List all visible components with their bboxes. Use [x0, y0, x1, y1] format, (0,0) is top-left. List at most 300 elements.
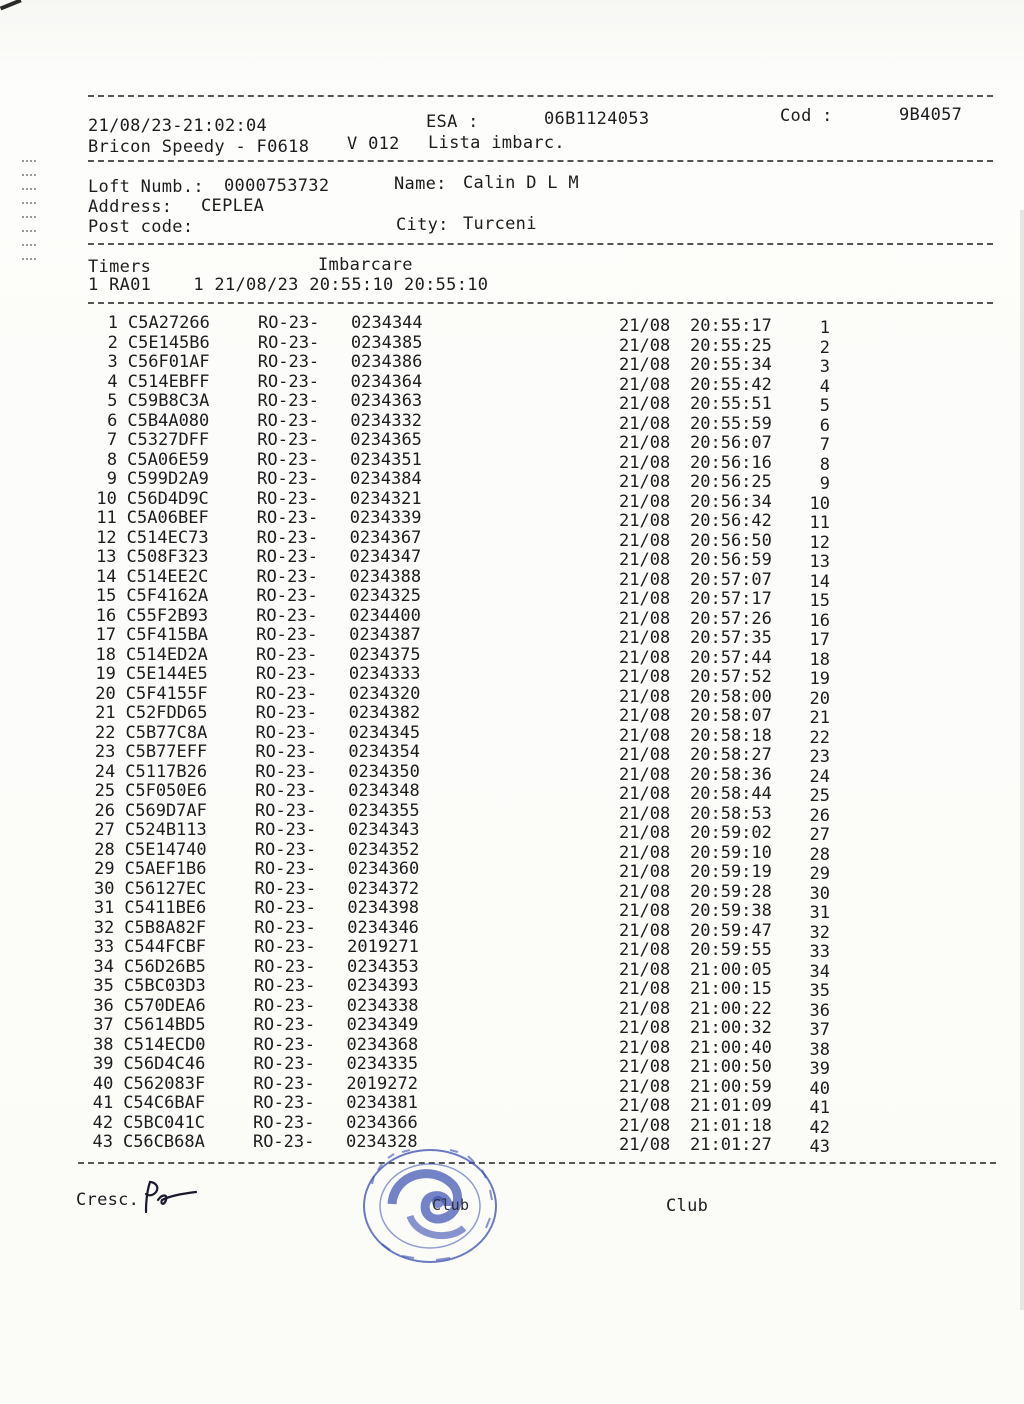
ring-prefix: RO-23-: [254, 839, 317, 860]
ring-prefix: RO-23-: [255, 722, 317, 743]
chip-code: C56127EC: [124, 878, 207, 899]
entry-time: 20:59:28: [690, 881, 772, 902]
row-index: 7: [107, 430, 118, 450]
table-row: [0, 332, 1024, 358]
entry-date: 21/08: [619, 667, 671, 687]
row-index: 15: [95, 586, 117, 606]
row-index: 21: [95, 703, 116, 723]
ring-number: 0234339: [349, 508, 422, 528]
entry-date: 21/08: [619, 920, 671, 941]
entry-rank: 32: [809, 922, 830, 943]
ring-number: 0234367: [349, 527, 422, 548]
print-datetime: 21/08/23-21:02:04: [88, 116, 268, 136]
entry-date: 21/08: [619, 725, 671, 746]
entry-time: 20:58:36: [690, 764, 772, 785]
table-row: [0, 1015, 1024, 1040]
chip-code: C5A27266: [128, 313, 210, 333]
ring-prefix: RO-23-: [257, 391, 319, 411]
entry-date: 21/08: [619, 979, 671, 999]
table-row: [0, 1073, 1024, 1099]
city-label: City:: [396, 215, 449, 235]
ring-number: 0234400: [349, 605, 421, 626]
chip-code: C514ED2A: [125, 644, 208, 665]
ring-number: 0234345: [348, 722, 421, 743]
ring-number: 0234372: [347, 878, 420, 899]
loft-number-value: 0000753732: [224, 176, 330, 196]
ring-number: 0234375: [348, 644, 421, 665]
club-stamp: [352, 1144, 512, 1288]
ring-prefix: RO-23-: [254, 937, 316, 957]
table-row: [0, 937, 1024, 962]
ring-number: 0234355: [348, 800, 420, 821]
entry-rank: 33: [809, 942, 830, 962]
ring-number: 0234385: [350, 332, 423, 353]
entry-date: 21/08: [619, 608, 671, 629]
entry-rank: 41: [809, 1098, 830, 1118]
chip-code: C5F4155F: [125, 683, 208, 704]
entry-rank: 20: [809, 688, 830, 709]
table-row: [0, 508, 1024, 533]
table-row: [0, 917, 1024, 943]
entry-time: 21:00:22: [690, 998, 772, 1019]
table-row: [0, 644, 1024, 670]
entry-time: 20:55:34: [690, 355, 772, 375]
entry-time: 21:00:15: [690, 979, 772, 999]
chip-code: C56F01AF: [127, 352, 210, 372]
esa-label: ESA :: [426, 112, 479, 132]
loft-number-label: Loft Numb.:: [88, 177, 204, 197]
entry-time: 20:59:47: [690, 920, 772, 941]
row-index: 24: [94, 761, 116, 782]
table-row: [0, 995, 1024, 1021]
device-name: Bricon Speedy - F0618: [88, 137, 310, 157]
entry-rank: 24: [809, 766, 830, 787]
row-index: 25: [94, 781, 116, 801]
ring-number: 0234347: [349, 547, 422, 567]
ring-prefix: RO-23-: [256, 625, 318, 645]
entry-date: 21/08: [619, 511, 671, 531]
entry-time: 20:56:42: [690, 511, 772, 531]
ring-number: 0234346: [347, 917, 419, 938]
entry-date: 21/08: [619, 686, 671, 707]
entry-time: 20:59:02: [690, 823, 772, 843]
ring-number: 0234349: [346, 1015, 419, 1035]
table-row: [0, 410, 1024, 436]
entry-date: 21/08: [619, 764, 671, 785]
entry-time: 21:01:18: [690, 1115, 772, 1136]
chip-code: C59B8C3A: [127, 391, 210, 411]
table-row: [0, 469, 1024, 494]
club-label: Club: [666, 1196, 709, 1216]
table-row: [0, 527, 1024, 553]
ring-prefix: RO-23-: [254, 859, 317, 879]
row-index: 37: [93, 1015, 114, 1035]
entry-date: 21/08: [619, 823, 671, 843]
entry-time: 20:58:53: [690, 803, 772, 824]
row-index: 16: [95, 605, 117, 626]
entry-date: 21/08: [619, 881, 671, 902]
row-index: 27: [94, 820, 115, 840]
entry-date: 21/08: [619, 784, 671, 804]
chip-code: C52FDD65: [125, 703, 208, 723]
timer-line: 1 RA01 1 21/08/23 20:55:10 20:55:10: [88, 275, 489, 295]
chip-code: C599D2A9: [127, 469, 209, 489]
separator-timers: [88, 302, 993, 304]
ring-number: 0234382: [348, 703, 421, 723]
entry-rank: 13: [809, 552, 830, 572]
row-index: 10: [96, 488, 117, 509]
row-index: 26: [94, 800, 115, 821]
entry-rank: 9: [819, 474, 830, 494]
entry-rank: 7: [819, 435, 830, 455]
ring-number: 0234360: [347, 859, 420, 879]
entry-date: 21/08: [619, 1096, 671, 1116]
entry-rank: 16: [809, 610, 830, 631]
chip-code: C5A06E59: [127, 449, 210, 470]
chip-code: C5AEF1B6: [124, 859, 207, 879]
entry-rank: 12: [809, 532, 830, 553]
ring-number: 0234352: [347, 839, 420, 860]
chip-code: C5B4A080: [127, 410, 210, 431]
chip-code: C56D26B5: [124, 956, 206, 977]
ring-prefix: RO-23-: [255, 800, 317, 821]
entry-date: 21/08: [619, 1018, 671, 1038]
entry-rank: 8: [819, 454, 830, 475]
ring-prefix: RO-23-: [253, 976, 316, 996]
chip-code: C5F050E6: [125, 781, 207, 801]
entry-date: 21/08: [619, 589, 671, 609]
row-index: 33: [93, 937, 115, 957]
entry-rank: 19: [809, 669, 830, 689]
entry-rank: 27: [809, 825, 830, 845]
entry-date: 21/08: [619, 647, 671, 668]
ring-number: 0234350: [348, 761, 420, 782]
punch-hole-marks: [22, 150, 36, 272]
row-index: 13: [96, 547, 117, 567]
imbarcare-label: Imbarcare: [318, 255, 413, 275]
entry-time: 20:55:51: [690, 394, 772, 414]
entry-time: 21:01:09: [690, 1096, 772, 1116]
row-index: 34: [93, 956, 115, 977]
entry-rank: 26: [809, 805, 830, 826]
entry-rank: 28: [809, 844, 830, 865]
ring-number: 0234387: [349, 625, 421, 645]
ring-number: 0234388: [349, 566, 422, 587]
entry-rank: 35: [809, 981, 830, 1001]
entry-time: 21:00:32: [690, 1018, 772, 1038]
entry-time: 20:55:42: [690, 374, 772, 395]
ring-prefix: RO-23-: [254, 820, 317, 840]
entry-rank: 6: [819, 415, 830, 436]
entry-date: 21/08: [619, 862, 671, 882]
entry-rank: 39: [809, 1059, 830, 1079]
ring-number: 0234365: [350, 430, 422, 450]
chip-code: C5E14740: [124, 839, 207, 860]
ring-prefix: RO-23-: [253, 1034, 315, 1055]
entry-rank: 40: [809, 1078, 830, 1099]
entry-time: 20:59:38: [690, 901, 772, 921]
row-index: 41: [92, 1093, 114, 1113]
ring-prefix: RO-23-: [255, 683, 318, 704]
entry-rank: 43: [809, 1137, 830, 1157]
row-index: 32: [93, 917, 115, 938]
entry-time: 20:55:59: [690, 413, 772, 434]
row-index: 17: [95, 625, 117, 645]
entry-time: 20:56:07: [690, 433, 772, 453]
ring-prefix: RO-23-: [255, 761, 317, 782]
table-row: [0, 488, 1024, 514]
name-label: Name:: [394, 174, 447, 194]
table-row: [0, 313, 1024, 338]
entry-date: 21/08: [619, 901, 671, 921]
ring-prefix: RO-23-: [253, 1054, 315, 1074]
entry-time: 20:57:52: [690, 667, 772, 687]
entry-rank: 37: [809, 1020, 830, 1040]
device-version: V 012: [347, 134, 400, 154]
ring-number: 2019272: [346, 1073, 418, 1094]
chip-code: C5E144E5: [125, 664, 208, 684]
ring-number: 0234335: [346, 1054, 419, 1074]
table-row: [0, 781, 1024, 806]
ring-number: 0234386: [350, 352, 423, 372]
row-index: 40: [92, 1073, 114, 1094]
entry-date: 21/08: [619, 550, 671, 570]
row-index: 29: [94, 859, 115, 879]
row-index: 43: [92, 1132, 113, 1152]
ring-prefix: RO-23-: [254, 898, 316, 918]
row-index: 19: [95, 664, 116, 684]
entry-date: 21/08: [619, 530, 671, 551]
entry-rank: 14: [809, 571, 830, 592]
table-row: [0, 761, 1024, 787]
chip-code: C5B8A82F: [124, 917, 207, 938]
separator-bottom: [78, 1162, 996, 1164]
ring-number: 0234325: [349, 586, 421, 606]
chip-code: C56D4D9C: [126, 488, 209, 509]
entry-time: 20:56:25: [690, 472, 772, 492]
entry-time: 20:55:25: [690, 335, 772, 356]
ring-number: 0234398: [347, 898, 420, 918]
entry-time: 20:59:19: [690, 862, 772, 882]
ring-prefix: RO-23-: [253, 1093, 315, 1113]
row-index: 14: [95, 566, 117, 587]
ring-number: 0234348: [348, 781, 420, 801]
entry-rank: 4: [819, 376, 830, 397]
chip-code: C56D4C46: [123, 1054, 206, 1074]
ring-prefix: RO-23-: [256, 527, 319, 548]
entry-date: 21/08: [619, 491, 671, 512]
ring-prefix: RO-23-: [256, 488, 319, 509]
entry-time: 20:55:17: [690, 316, 772, 336]
row-index: 42: [92, 1112, 114, 1133]
stamp-text: Club: [432, 1196, 470, 1214]
chip-code: C5614BD5: [123, 1015, 206, 1035]
table-row: [0, 664, 1024, 689]
table-row: [0, 1112, 1024, 1138]
ring-prefix: RO-23-: [256, 508, 319, 528]
ring-number: 0234321: [349, 488, 422, 509]
chip-code: C56CB68A: [122, 1132, 205, 1152]
chip-code: C5A06BEF: [126, 508, 209, 528]
ring-prefix: RO-23-: [254, 878, 316, 899]
row-index: 18: [95, 644, 116, 665]
entry-date: 21/08: [619, 452, 671, 473]
row-index: 3: [107, 352, 118, 372]
ring-prefix: RO-23-: [257, 430, 319, 450]
table-row: [0, 1034, 1024, 1060]
ring-prefix: RO-23-: [255, 742, 317, 762]
row-index: 31: [93, 898, 115, 918]
separator-loft: [88, 243, 993, 245]
esa-value: 06B1124053: [544, 109, 650, 129]
chip-code: C5BC041C: [123, 1112, 205, 1133]
ring-prefix: RO-23-: [256, 605, 318, 626]
entry-time: 20:59:55: [690, 940, 772, 960]
table-row: [0, 976, 1024, 1001]
chip-code: C570DEA6: [123, 995, 206, 1016]
chip-code: C514EBFF: [127, 371, 210, 392]
entry-date: 21/08: [619, 998, 671, 1019]
ring-prefix: RO-23-: [256, 586, 318, 606]
entry-date: 21/08: [619, 803, 671, 824]
table-row: [0, 878, 1024, 904]
ring-prefix: RO-23-: [255, 664, 318, 684]
entry-rank: 17: [809, 630, 830, 650]
entry-rank: 38: [809, 1039, 830, 1060]
entry-time: 20:57:44: [690, 647, 772, 668]
table-row: [0, 371, 1024, 397]
cod-label: Cod :: [780, 106, 833, 126]
entry-time: 20:57:26: [690, 608, 772, 629]
city-value: Turceni: [463, 214, 537, 234]
ring-prefix: RO-23-: [256, 566, 318, 587]
row-index: 39: [92, 1054, 114, 1074]
chip-code: C5F4162A: [126, 586, 209, 606]
table-row: [0, 1132, 1024, 1157]
entry-time: 20:56:16: [690, 452, 772, 473]
ring-prefix: RO-23-: [253, 1073, 315, 1094]
entry-date: 21/08: [619, 940, 671, 960]
separator-header: [88, 160, 993, 162]
row-index: 23: [94, 742, 116, 762]
ring-prefix: RO-23-: [254, 917, 316, 938]
ring-prefix: RO-23-: [255, 644, 318, 665]
ring-number: 0234384: [350, 469, 422, 489]
ring-number: 0234343: [347, 820, 420, 840]
row-index: 2: [107, 332, 118, 353]
chip-code: C514EE2C: [126, 566, 209, 587]
entry-date: 21/08: [619, 842, 671, 863]
ring-number: 2019271: [347, 937, 419, 957]
chip-code: C54C6BAF: [123, 1093, 206, 1113]
entry-date: 21/08: [619, 1076, 671, 1097]
chip-code: C562083F: [123, 1073, 206, 1094]
ring-prefix: RO-23-: [254, 956, 316, 977]
chip-code: C55F2B93: [126, 605, 209, 626]
entry-date: 21/08: [619, 374, 671, 395]
entry-date: 21/08: [619, 1057, 671, 1077]
row-index: 1: [107, 313, 118, 333]
entry-time: 21:00:40: [690, 1037, 772, 1058]
entry-time: 20:58:27: [690, 745, 772, 765]
entry-date: 21/08: [619, 745, 671, 765]
ring-prefix: RO-23-: [257, 352, 320, 372]
entry-rank: 5: [819, 396, 830, 416]
table-row: [0, 449, 1024, 475]
table-row: [0, 956, 1024, 982]
ring-number: 0234381: [346, 1093, 418, 1113]
entry-time: 20:57:07: [690, 569, 772, 590]
entry-rank: 18: [809, 649, 830, 670]
row-index: 9: [106, 469, 118, 489]
address-label: Address:: [88, 197, 173, 217]
breeder-signature-label: Cresc.: [76, 1190, 140, 1210]
row-index: 12: [96, 527, 117, 548]
chip-code: C508F323: [126, 547, 209, 567]
ring-number: 0234368: [346, 1034, 419, 1055]
ring-prefix: RO-23-: [257, 332, 320, 353]
timers-label: Timers: [88, 257, 152, 277]
table-row: [0, 722, 1024, 748]
row-index: 20: [95, 683, 116, 704]
breeder-signature: [140, 1178, 200, 1222]
chip-code: C5E145B6: [127, 332, 210, 353]
ring-number: 0234333: [348, 664, 421, 684]
chip-code: C5117B26: [125, 761, 208, 782]
entry-time: 20:57:35: [690, 628, 772, 648]
table-row: [0, 742, 1024, 767]
name-value: Calin D L M: [463, 173, 579, 193]
ring-prefix: RO-23-: [258, 313, 320, 333]
entry-time: 20:56:59: [690, 550, 772, 570]
ring-prefix: RO-23-: [253, 995, 316, 1016]
entry-date: 21/08: [619, 959, 671, 980]
ring-number: 0234344: [351, 313, 423, 333]
ring-number: 0234320: [348, 683, 421, 704]
entry-date: 21/08: [619, 1115, 671, 1136]
entry-rank: 2: [819, 337, 830, 358]
entry-time: 20:58:07: [690, 706, 772, 726]
entry-time: 21:01:27: [690, 1135, 772, 1155]
ring-prefix: RO-23-: [257, 371, 320, 392]
ring-prefix: RO-23-: [255, 703, 318, 723]
entry-date: 21/08: [619, 569, 671, 590]
row-index: 28: [94, 839, 115, 860]
entry-rank: 21: [809, 708, 830, 728]
ring-prefix: RO-23-: [253, 1015, 316, 1035]
separator-top: [88, 95, 993, 97]
row-index: 5: [107, 391, 118, 411]
table-row: [0, 430, 1024, 455]
table-row: [0, 898, 1024, 923]
ring-prefix: RO-23-: [257, 410, 319, 431]
row-index: 11: [96, 508, 117, 528]
table-row: [0, 547, 1024, 572]
row-index: 22: [94, 722, 116, 743]
entry-time: 20:56:50: [690, 530, 772, 551]
entry-time: 20:58:00: [690, 686, 772, 707]
table-row: [0, 703, 1024, 728]
chip-code: C5F415BA: [126, 625, 208, 645]
entry-date: 21/08: [619, 628, 671, 648]
row-index: 30: [94, 878, 115, 899]
ring-prefix: RO-23-: [257, 469, 319, 489]
entry-date: 21/08: [619, 394, 671, 414]
table-row: [0, 1054, 1024, 1079]
chip-code: C5411BE6: [124, 898, 207, 918]
chip-code: C5B77C8A: [125, 722, 208, 743]
table-row: [0, 605, 1024, 631]
